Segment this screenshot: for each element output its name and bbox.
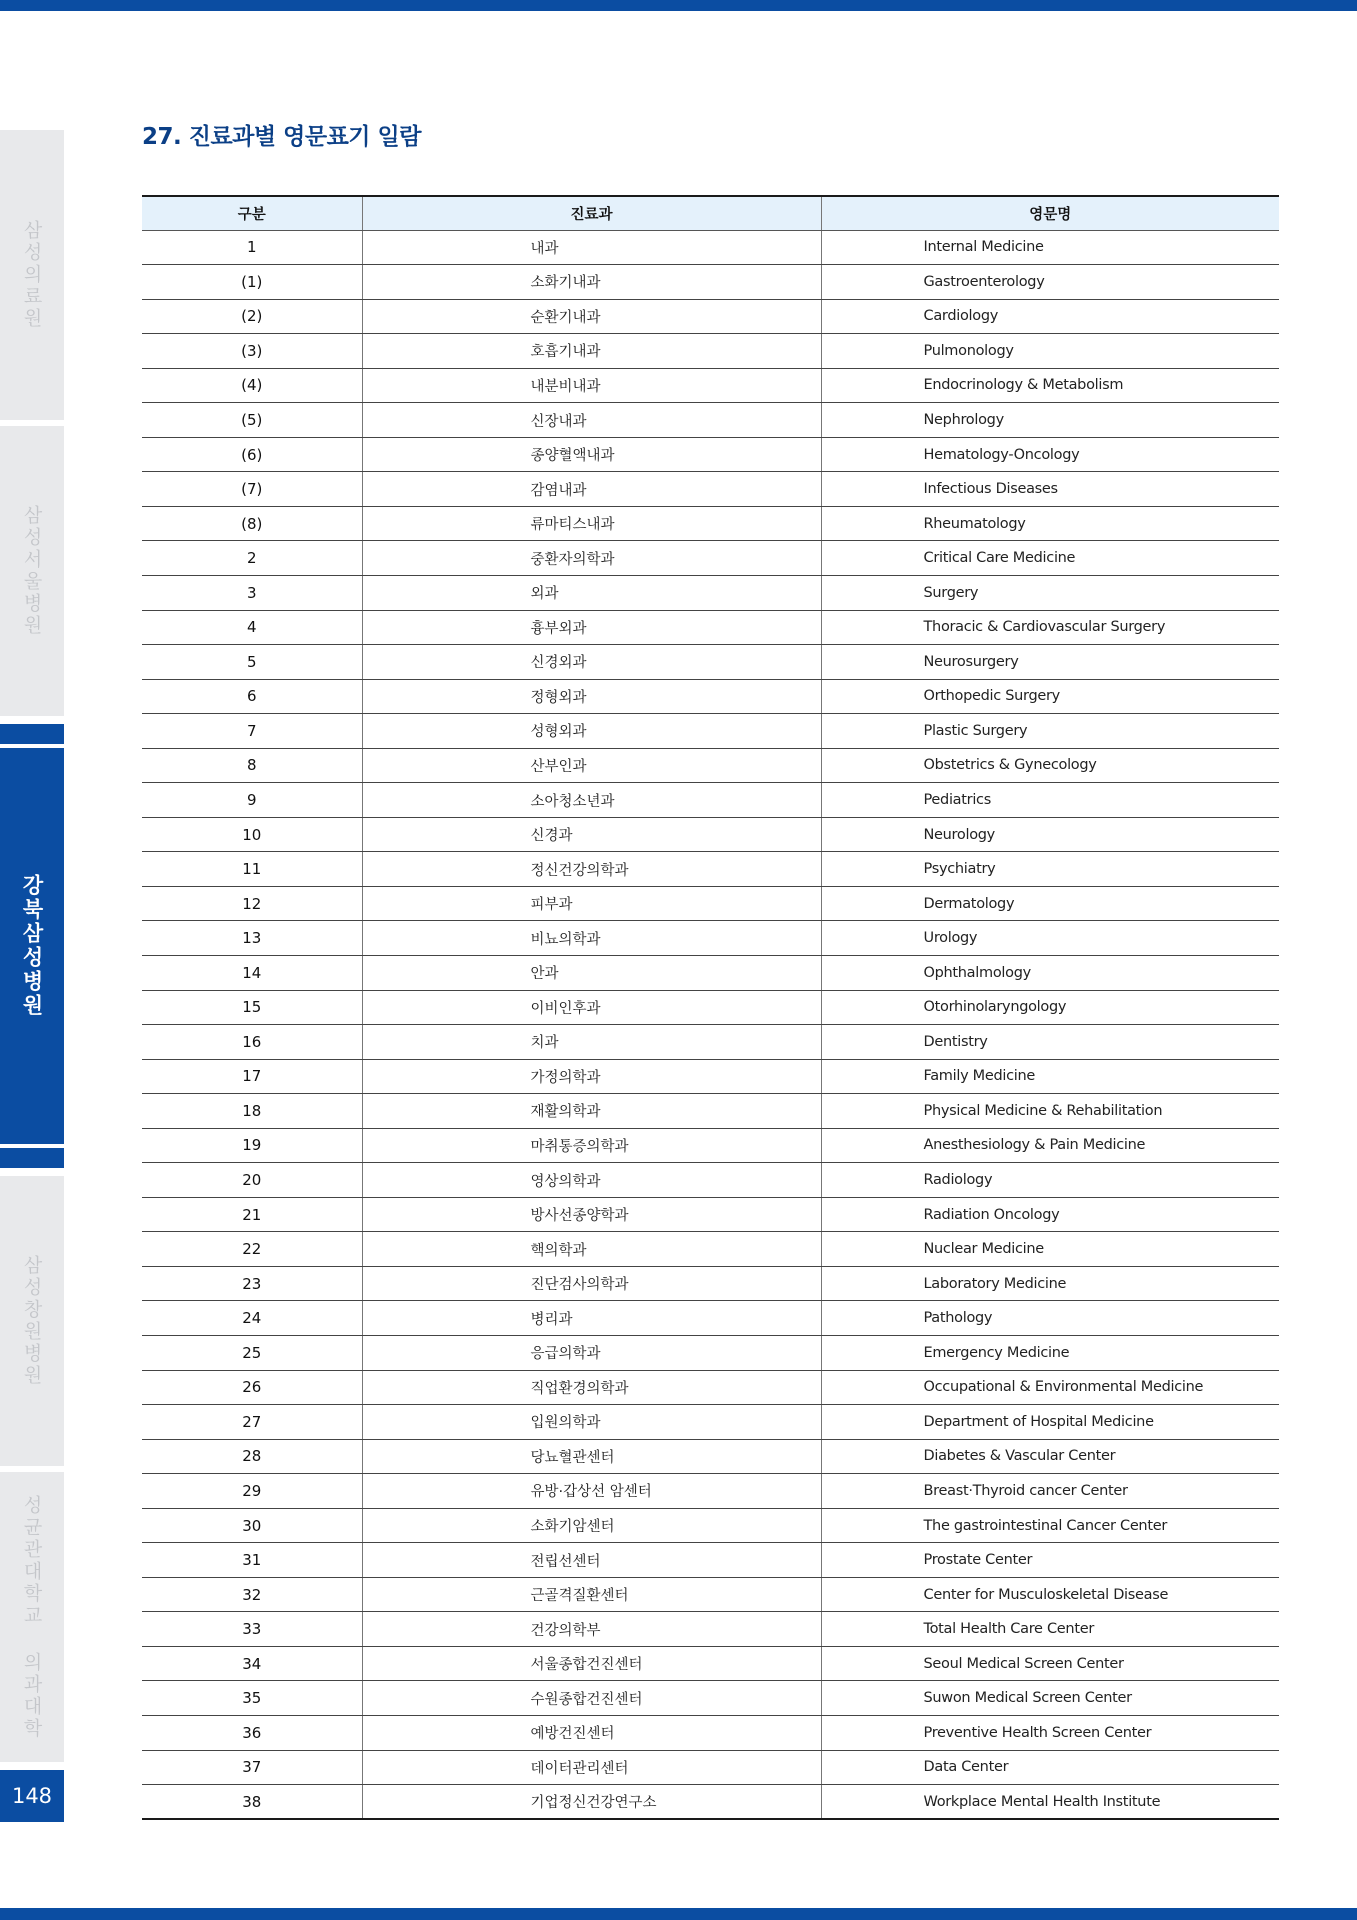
page-title: 27. 진료과별 영문표기 일람	[142, 124, 421, 150]
row-english-name-cell: Radiation Oncology	[821, 1197, 1279, 1232]
row-category-cell: 15	[142, 990, 362, 1025]
row-english-name-cell: The gastrointestinal Cancer Center	[821, 1508, 1279, 1543]
row-department-cell: 정형외과	[362, 679, 821, 714]
row-category-cell: 18	[142, 1094, 362, 1129]
table-row	[142, 1543, 1279, 1578]
table-row	[142, 783, 1279, 818]
side-tab-skku-medical-school[interactable]: 성균관대학교 의과대학	[0, 1472, 64, 1762]
row-category-cell: 29	[142, 1474, 362, 1509]
row-department-cell: 재활의학과	[362, 1094, 821, 1129]
table-row	[142, 817, 1279, 852]
row-department-cell: 외과	[362, 575, 821, 610]
row-english-name-cell: Nuclear Medicine	[821, 1232, 1279, 1267]
table-row	[142, 852, 1279, 887]
table-row	[142, 1474, 1279, 1509]
side-tab-samsung-changwon-hospital[interactable]: 삼성창원병원	[0, 1176, 64, 1466]
row-category-cell: 37	[142, 1750, 362, 1785]
table-row	[142, 506, 1279, 541]
row-english-name-cell: Internal Medicine	[821, 230, 1279, 265]
row-category-cell: 3	[142, 575, 362, 610]
table-row	[142, 265, 1279, 300]
row-department-cell: 정신건강의학과	[362, 852, 821, 887]
row-department-cell: 호흡기내과	[362, 334, 821, 369]
row-department-cell: 서울종합건진센터	[362, 1646, 821, 1681]
table-row	[142, 1336, 1279, 1371]
table-header-row	[142, 196, 1279, 230]
table-row	[142, 886, 1279, 921]
row-english-name-cell: Prostate Center	[821, 1543, 1279, 1578]
row-department-cell: 핵의학과	[362, 1232, 821, 1267]
row-english-name-cell: Endocrinology & Metabolism	[821, 368, 1279, 403]
row-category-cell: (5)	[142, 403, 362, 438]
table-row	[142, 1232, 1279, 1267]
table-row	[142, 1612, 1279, 1647]
header-category: 구분	[142, 196, 362, 230]
row-category-cell: 30	[142, 1508, 362, 1543]
side-tab-samsung-medical-center[interactable]: 삼성의료원	[0, 130, 64, 420]
row-english-name-cell: Seoul Medical Screen Center	[821, 1646, 1279, 1681]
row-category-cell: 21	[142, 1197, 362, 1232]
row-category-cell: 35	[142, 1681, 362, 1716]
row-category-cell: 31	[142, 1543, 362, 1578]
row-department-cell: 감염내과	[362, 472, 821, 507]
row-english-name-cell: Infectious Diseases	[821, 472, 1279, 507]
row-department-cell: 수원종합건진센터	[362, 1681, 821, 1716]
row-department-cell: 소화기내과	[362, 265, 821, 300]
table-row	[142, 1025, 1279, 1060]
row-department-cell: 피부과	[362, 886, 821, 921]
active-tab-accent-top	[0, 724, 64, 744]
row-department-cell: 기업정신건강연구소	[362, 1785, 821, 1820]
row-department-cell: 소화기암센터	[362, 1508, 821, 1543]
row-department-cell: 종양혈액내과	[362, 437, 821, 472]
row-department-cell: 건강의학부	[362, 1612, 821, 1647]
table-row	[142, 714, 1279, 749]
row-category-cell: 6	[142, 679, 362, 714]
row-category-cell: 32	[142, 1577, 362, 1612]
row-english-name-cell: Cardiology	[821, 299, 1279, 334]
table-row	[142, 299, 1279, 334]
side-tab-kangbuk-samsung-hospital[interactable]: 강북삼성병원	[0, 748, 64, 1144]
page-number: 148	[0, 1770, 64, 1822]
row-english-name-cell: Anesthesiology & Pain Medicine	[821, 1128, 1279, 1163]
row-category-cell: 11	[142, 852, 362, 887]
row-department-cell: 성형외과	[362, 714, 821, 749]
row-english-name-cell: Workplace Mental Health Institute	[821, 1785, 1279, 1820]
row-category-cell: 22	[142, 1232, 362, 1267]
row-department-cell: 류마티스내과	[362, 506, 821, 541]
row-department-cell: 근골격질환센터	[362, 1577, 821, 1612]
row-english-name-cell: Data Center	[821, 1750, 1279, 1785]
row-category-cell: 27	[142, 1405, 362, 1440]
row-english-name-cell: Suwon Medical Screen Center	[821, 1681, 1279, 1716]
row-category-cell: 26	[142, 1370, 362, 1405]
table-row	[142, 403, 1279, 438]
table-row	[142, 990, 1279, 1025]
table-row	[142, 645, 1279, 680]
row-english-name-cell: Gastroenterology	[821, 265, 1279, 300]
bottom-brand-bar	[0, 1908, 1357, 1920]
row-english-name-cell: Total Health Care Center	[821, 1612, 1279, 1647]
row-english-name-cell: Orthopedic Surgery	[821, 679, 1279, 714]
row-english-name-cell: Nephrology	[821, 403, 1279, 438]
row-category-cell: 8	[142, 748, 362, 783]
table-row	[142, 1163, 1279, 1198]
row-category-cell: (4)	[142, 368, 362, 403]
table-row	[142, 748, 1279, 783]
row-category-cell: 10	[142, 817, 362, 852]
row-english-name-cell: Breast·Thyroid cancer Center	[821, 1474, 1279, 1509]
row-department-cell: 신장내과	[362, 403, 821, 438]
row-department-cell: 방사선종양학과	[362, 1197, 821, 1232]
row-department-cell: 진단검사의학과	[362, 1266, 821, 1301]
table-row	[142, 1094, 1279, 1129]
table-row	[142, 1266, 1279, 1301]
row-department-cell: 병리과	[362, 1301, 821, 1336]
row-category-cell: 13	[142, 921, 362, 956]
row-english-name-cell: Laboratory Medicine	[821, 1266, 1279, 1301]
row-english-name-cell: Dermatology	[821, 886, 1279, 921]
table-row	[142, 334, 1279, 369]
row-english-name-cell: Preventive Health Screen Center	[821, 1716, 1279, 1751]
row-department-cell: 비뇨의학과	[362, 921, 821, 956]
table-row	[142, 921, 1279, 956]
table-row	[142, 1577, 1279, 1612]
row-english-name-cell: Diabetes & Vascular Center	[821, 1439, 1279, 1474]
row-english-name-cell: Neurology	[821, 817, 1279, 852]
row-english-name-cell: Radiology	[821, 1163, 1279, 1198]
row-department-cell: 입원의학과	[362, 1405, 821, 1440]
row-department-cell: 이비인후과	[362, 990, 821, 1025]
row-category-cell: 36	[142, 1716, 362, 1751]
row-department-cell: 치과	[362, 1025, 821, 1060]
row-category-cell: 2	[142, 541, 362, 576]
row-category-cell: 4	[142, 610, 362, 645]
table-row	[142, 1750, 1279, 1785]
row-english-name-cell: Ophthalmology	[821, 955, 1279, 990]
row-english-name-cell: Urology	[821, 921, 1279, 956]
row-department-cell: 직업환경의학과	[362, 1370, 821, 1405]
row-category-cell: 23	[142, 1266, 362, 1301]
row-department-cell: 흉부외과	[362, 610, 821, 645]
row-english-name-cell: Surgery	[821, 575, 1279, 610]
row-department-cell: 영상의학과	[362, 1163, 821, 1198]
table-row	[142, 1508, 1279, 1543]
row-department-cell: 예방건진센터	[362, 1716, 821, 1751]
row-category-cell: (8)	[142, 506, 362, 541]
row-english-name-cell: Neurosurgery	[821, 645, 1279, 680]
row-category-cell: 16	[142, 1025, 362, 1060]
table-row	[142, 1646, 1279, 1681]
row-department-cell: 신경외과	[362, 645, 821, 680]
row-english-name-cell: Pathology	[821, 1301, 1279, 1336]
row-english-name-cell: Psychiatry	[821, 852, 1279, 887]
row-category-cell: 38	[142, 1785, 362, 1820]
row-category-cell: (1)	[142, 265, 362, 300]
row-department-cell: 안과	[362, 955, 821, 990]
table-row	[142, 230, 1279, 265]
table-row	[142, 368, 1279, 403]
row-english-name-cell: Plastic Surgery	[821, 714, 1279, 749]
table-row	[142, 679, 1279, 714]
active-tab-accent-bottom	[0, 1148, 64, 1168]
header-department: 진료과	[362, 196, 821, 230]
row-department-cell: 마취통증의학과	[362, 1128, 821, 1163]
row-category-cell: 12	[142, 886, 362, 921]
row-department-cell: 소아청소년과	[362, 783, 821, 818]
row-department-cell: 중환자의학과	[362, 541, 821, 576]
row-category-cell: 1	[142, 230, 362, 265]
row-english-name-cell: Dentistry	[821, 1025, 1279, 1060]
table-row	[142, 955, 1279, 990]
table-row	[142, 1128, 1279, 1163]
row-category-cell: 9	[142, 783, 362, 818]
row-category-cell: 25	[142, 1336, 362, 1371]
row-english-name-cell: Pulmonology	[821, 334, 1279, 369]
row-category-cell: (7)	[142, 472, 362, 507]
row-english-name-cell: Otorhinolaryngology	[821, 990, 1279, 1025]
row-category-cell: 14	[142, 955, 362, 990]
table-body	[142, 230, 1279, 1819]
row-category-cell: (6)	[142, 437, 362, 472]
row-english-name-cell: Critical Care Medicine	[821, 541, 1279, 576]
row-category-cell: (3)	[142, 334, 362, 369]
row-category-cell: 33	[142, 1612, 362, 1647]
row-english-name-cell: Department of Hospital Medicine	[821, 1405, 1279, 1440]
row-english-name-cell: Emergency Medicine	[821, 1336, 1279, 1371]
table-row	[142, 1405, 1279, 1440]
row-department-cell: 순환기내과	[362, 299, 821, 334]
table-row	[142, 1716, 1279, 1751]
row-department-cell: 응급의학과	[362, 1336, 821, 1371]
row-department-cell: 신경과	[362, 817, 821, 852]
row-english-name-cell: Pediatrics	[821, 783, 1279, 818]
row-category-cell: (2)	[142, 299, 362, 334]
table-row	[142, 1197, 1279, 1232]
table-row	[142, 610, 1279, 645]
row-department-cell: 전립선센터	[362, 1543, 821, 1578]
table-row	[142, 1301, 1279, 1336]
row-category-cell: 24	[142, 1301, 362, 1336]
row-category-cell: 5	[142, 645, 362, 680]
row-english-name-cell: Hematology-Oncology	[821, 437, 1279, 472]
header-english-name: 영문명	[821, 196, 1279, 230]
side-tab-samsung-seoul-hospital[interactable]: 삼성서울병원	[0, 426, 64, 716]
top-brand-bar	[0, 0, 1357, 11]
row-english-name-cell: Occupational & Environmental Medicine	[821, 1370, 1279, 1405]
row-department-cell: 데이터관리센터	[362, 1750, 821, 1785]
row-category-cell: 17	[142, 1059, 362, 1094]
row-english-name-cell: Center for Musculoskeletal Disease	[821, 1577, 1279, 1612]
row-department-cell: 산부인과	[362, 748, 821, 783]
table-row	[142, 437, 1279, 472]
row-department-cell: 당뇨혈관센터	[362, 1439, 821, 1474]
row-category-cell: 7	[142, 714, 362, 749]
row-department-cell: 내분비내과	[362, 368, 821, 403]
row-department-cell: 내과	[362, 230, 821, 265]
row-category-cell: 19	[142, 1128, 362, 1163]
row-english-name-cell: Rheumatology	[821, 506, 1279, 541]
row-department-cell: 가정의학과	[362, 1059, 821, 1094]
table-row	[142, 1681, 1279, 1716]
row-category-cell: 20	[142, 1163, 362, 1198]
row-category-cell: 34	[142, 1646, 362, 1681]
row-english-name-cell: Physical Medicine & Rehabilitation	[821, 1094, 1279, 1129]
table-row	[142, 575, 1279, 610]
department-table	[142, 195, 1279, 1820]
row-department-cell: 유방·갑상선 암센터	[362, 1474, 821, 1509]
table-row	[142, 1059, 1279, 1094]
table-row	[142, 1439, 1279, 1474]
row-english-name-cell: Family Medicine	[821, 1059, 1279, 1094]
table-row	[142, 1370, 1279, 1405]
row-category-cell: 28	[142, 1439, 362, 1474]
table-row	[142, 1785, 1279, 1820]
row-english-name-cell: Thoracic & Cardiovascular Surgery	[821, 610, 1279, 645]
row-english-name-cell: Obstetrics & Gynecology	[821, 748, 1279, 783]
table-row	[142, 541, 1279, 576]
table-row	[142, 472, 1279, 507]
